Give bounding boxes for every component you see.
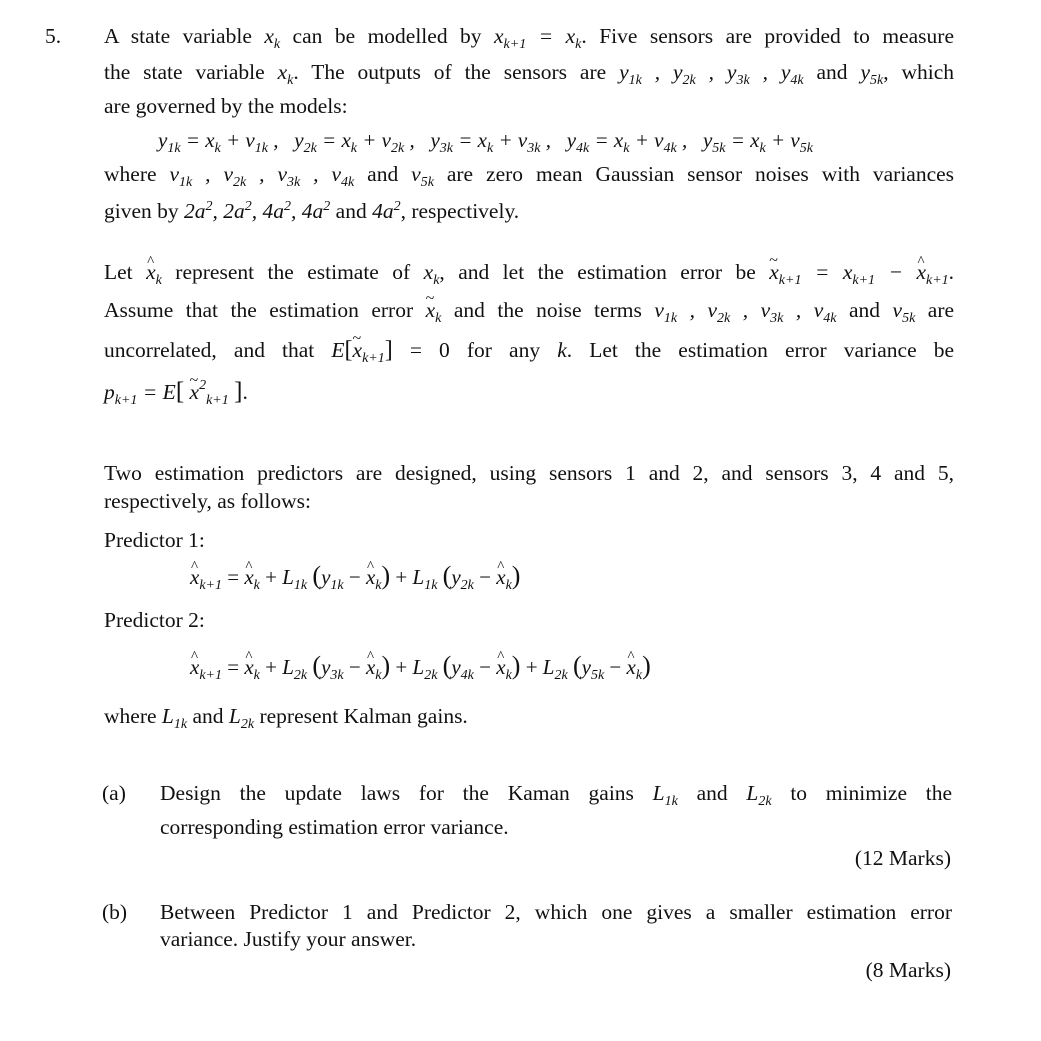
part-a-label: (a) (102, 781, 126, 805)
part-a-marks: (12 Marks) (854, 846, 951, 870)
intro-line-3: are governed by the models: (104, 94, 348, 118)
part-b-text-line-2: variance. Justify your answer. (160, 927, 417, 951)
estimation-line-2: Assume that the estimation error ~ $x_k$ and the noise terms $v_{1k}$ , $v_{2k}$ , $v_{3k}$ , $v_{4k}$ and $v_{5k}$ are (104, 296, 954, 324)
intro-line-5: where $v_{1k}$ , $v_{2k}$ , $v_{3k}$ , $v_{4k}$ and $v_{5k}$ are zero mean Gaussian sensor noises with variances (104, 162, 955, 190)
estimation-line-1: Let ^ $x_k$ represent the estimate of $x_k$, and let the estimation error be ~ $x_{k+1} = x_{k+1}$ − ^ $x_{k+1}$. (104, 258, 954, 286)
predictor-1-label: Predictor 1: (104, 528, 205, 552)
part-a-text-line-1: Design the update laws for the Kaman gains $L_{1k}$ and $L_{2k}$ to minimize the (160, 781, 953, 809)
intro-line-2: the state variable $x_k$. The outputs of the sensors are $y_{1k}$ , $y_{2k}$ , $y_{3k}$ , $y_{4k}$ and $y_{5k}$, which (104, 60, 955, 88)
variance-definition: $p_{k+1} = E$[ ~ $x^2_{k+1}$ ]. (104, 378, 248, 406)
predictor-1-equation: ^ $x_{k+1}$ = ^ $x_k + L_{1k}$ ($y_{1k}$ − ^ $x_k) + L_{1k}$ ($y_{2k}$ − ^ $x_k$) (190, 562, 520, 591)
intro-line-1: A state variable $x_k$ can be modelled by $x_{k+1} = x_k$. Five sensors are provided to measure (104, 24, 954, 52)
part-a-text-line-2: corresponding estimation error variance. (160, 815, 509, 839)
predictors-intro-line-1: Two estimation predictors are designed, using sensors 1 and 2, and sensors 3, 4 and 5, (104, 461, 954, 485)
intro-line-6: given by $2a^2$, $2a^2$, $4a^2$, $4a^2$ and $4a^2$, respectively. (104, 199, 520, 223)
part-b-marks: (8 Marks) (865, 958, 951, 982)
sensor-models-equation: $y_{1k} = x_k + v_{1k}$ , $y_{2k} = x_k + v_{2k}$ , $y_{3k} = x_k + v_{3k}$ , $y_{4k} = x_k + v_{4k}$ , $y_{5k} = x_k + v_{5k}$ (158, 128, 813, 156)
estimation-line-3: uncorrelated, and that E[~ $x_{k+1}] = 0$ for any k. Let the estimation error variance be (104, 336, 954, 364)
part-b-text-line-1: Between Predictor 1 and Predictor 2, which one gives a smaller estimation error (160, 900, 952, 924)
question-number: 5. (45, 24, 62, 48)
predictors-intro-line-2: respectively, as follows: (104, 489, 311, 513)
predictor-2-label: Predictor 2: (104, 608, 205, 632)
predictor-2-equation: ^ $x_{k+1}$ = ^ $x_k + L_{2k}$ ($y_{3k}$ − ^ $x_k) + L_{2k}$ ($y_{4k}$ − ^ $x_k) + L_{2k}$ ($y_{5k}$ − ^ $x_k$) (190, 652, 651, 681)
part-b-label: (b) (102, 900, 128, 924)
kalman-gains-note: where $L_{1k}$ and $L_{2k}$ represent Kalman gains. (104, 704, 468, 732)
